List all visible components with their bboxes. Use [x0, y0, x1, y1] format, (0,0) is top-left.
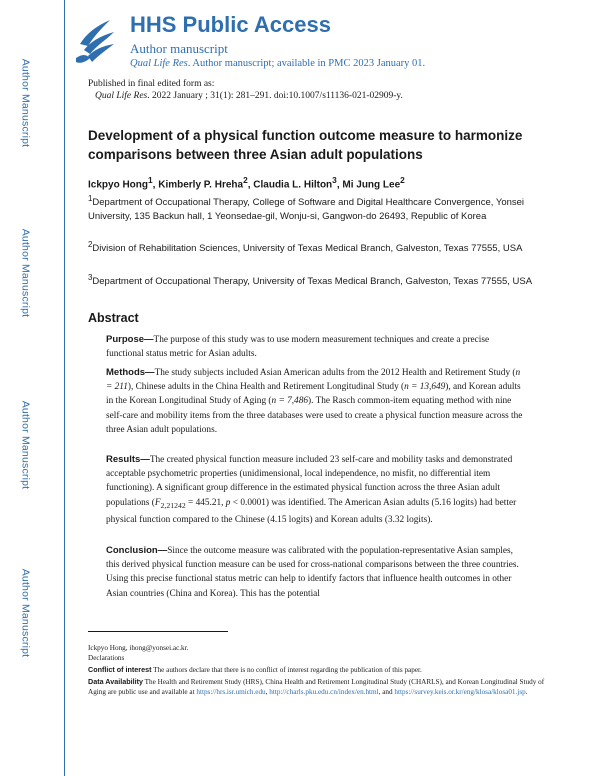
link-klosa[interactable]: https://survey.keis.or.kr/eng/klosa/klosa01.jsp [394, 688, 526, 696]
affiliation: $^1$Department of Occupational Therapy, College of Software and Digital Healthcare Convergence, Yonsei University, 135 Backun hall, 1 Yeonsedae-gil, Wonju-si, Gangwon-do 26493, Republic of Korea [88, 194, 525, 222]
sidebar-label: Author Manuscript [19, 400, 32, 490]
author: Ickpyo Hong [88, 179, 149, 191]
sidebar-label: Author Manuscript [19, 568, 32, 658]
abstract-conclusion: Conclusion—Since the outcome measure was calibrated with the population-representative Asian samples, this derived physical function measure can be used for cross-national comparisons between the three countries. Using this precise functional status metric can help to identify factors that influence health outcomes in other Asian countries (China and Korea). This has the potential [106, 545, 519, 599]
author-manuscript-label: Author manuscript [130, 41, 228, 56]
link-hrs[interactable]: https://hrs.isr.umich.edu [196, 688, 266, 696]
author: Kimberly P. Hreha [158, 179, 244, 191]
sidebar-divider [64, 0, 65, 776]
published-form-label: Published in final edited form as: [88, 79, 215, 89]
data-availability: Data Availability The Health and Retirement Study (HRS), China Health and Retirement Longitudinal Study (CHARLS), and Korean Longitudinal Study of Aging are public use and available at https://hrs.isr.umich.edu, http://charls.pku.edu.cn/index/en.html, and https://survey.keis.or.kr/eng/klosa/klosa01.jsp. [88, 677, 545, 696]
footnote-divider [88, 631, 228, 632]
author-list: Ickpyo Hong$^1$, Kimberly P. Hreha$^2$, Claudia L. Hilton$^3$, Mi Jung Lee$^2$ [88, 175, 405, 191]
author: Claudia L. Hilton [253, 179, 333, 191]
corresponding-author: Ickpyo Hong, ihong@yonsei.ac.kr. [88, 644, 189, 652]
publication-citation: Qual Life Res. 2022 January ; 31(1): 281–291. doi:10.1007/s11136-021-02909-y. [95, 91, 403, 101]
link-charls[interactable]: http://charls.pku.edu.cn/index/en.html [269, 688, 379, 696]
sidebar-label: Author Manuscript [19, 228, 32, 318]
hhs-eagle-logo-icon [72, 14, 118, 68]
manuscript-citation: Qual Life Res. Author manuscript; available in PMC 2023 January 01. [130, 58, 426, 69]
abstract-heading: Abstract [88, 311, 139, 325]
affiliation: $^3$Department of Occupational Therapy, University of Texas Medical Branch, Galveston, Texas 77555, USA [88, 273, 533, 288]
affiliation: $^2$Division of Rehabilitation Sciences, University of Texas Medical Branch, Galveston, Texas 77555, USA [88, 240, 523, 255]
abstract-purpose: Purpose—The purpose of this study was to use modern measurement techniques and create a precise functional status metric for Asian adults. [106, 334, 490, 360]
abstract-results: Results—The created physical function measure included 23 self-care and mobility tasks and demonstrated acceptable psychometric properties (unidimensional, local independence, no misfit, no differential item functioning). A significant group difference in the estimated physical function across the three Asian adult populations ($F_{2,21242} = 445.21$, p < 0.0001) was identified. The American Asian adults (5.16 logits) had better physical function compared to the Chinese (4.15 logits) and Korean adults (3.32 logits). [106, 454, 517, 525]
conflict-of-interest: Conflict of interest The authors declare that there is no conflict of interest regarding the publication of this paper. [88, 665, 422, 674]
sidebar-label: Author Manuscript [19, 58, 32, 148]
hhs-public-access-title: HHS Public Access [130, 12, 331, 37]
abstract-methods: Methods—The study subjects included Asian American adults from the 2012 Health and Retirement Study (n = 211), Chinese adults in the China Health and Retirement Longitudinal Study (n = 13,649), and Korean adults in the Korean Longitudinal Study of Aging (n = 7,486). The Rasch common-item equating method with nine self-care and mobility items from the three databases were used to create a physical function measure across the three Asian adult populations. [106, 367, 523, 435]
author: Mi Jung Lee [342, 179, 401, 191]
declarations-label: Declarations [88, 654, 125, 662]
paper-title: Development of a physical function outcome measure to harmonize comparisons between three Asian adult populations [88, 128, 523, 162]
